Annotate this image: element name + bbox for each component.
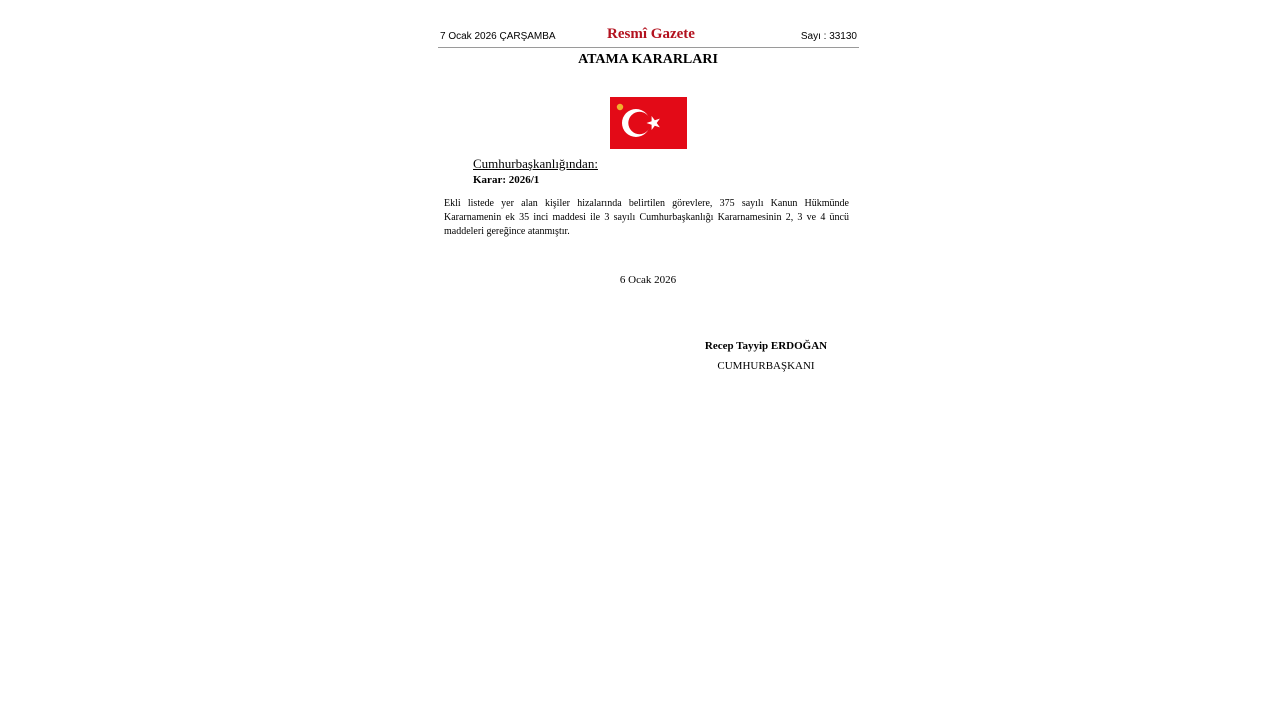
section-title: ATAMA KARARLARI (578, 52, 718, 67)
turkish-flag-icon (610, 97, 687, 149)
decision-number: Karar: 2026/1 (473, 174, 540, 186)
gazette-title: Resmî Gazete (607, 26, 695, 42)
issuing-authority: Cumhurbaşkanlığından: (473, 156, 598, 171)
header-divider (438, 47, 859, 48)
signer-name: Recep Tayyip ERDOĞAN (704, 340, 828, 352)
decision-body: Ekli listede yer alan kişiler hizalarında belirtilen görevlere, 375 sayılı Kanun Hükmünde Kararnamenin ek 35 inci maddesi ile 3 sayılı Cumhurbaşkanlığı Kararnamesinin 2, 3 ve 4 üncü maddeleri gereğince atanmıştır. (444, 198, 849, 237)
header-date: 7 Ocak 2026 ÇARŞAMBA (440, 31, 556, 42)
signer-title: CUMHURBAŞKANI (717, 360, 815, 372)
flag-emblem-mark (617, 104, 623, 110)
issue-number: Sayı : 33130 (800, 31, 857, 42)
decision-date: 6 Ocak 2026 (619, 274, 677, 286)
